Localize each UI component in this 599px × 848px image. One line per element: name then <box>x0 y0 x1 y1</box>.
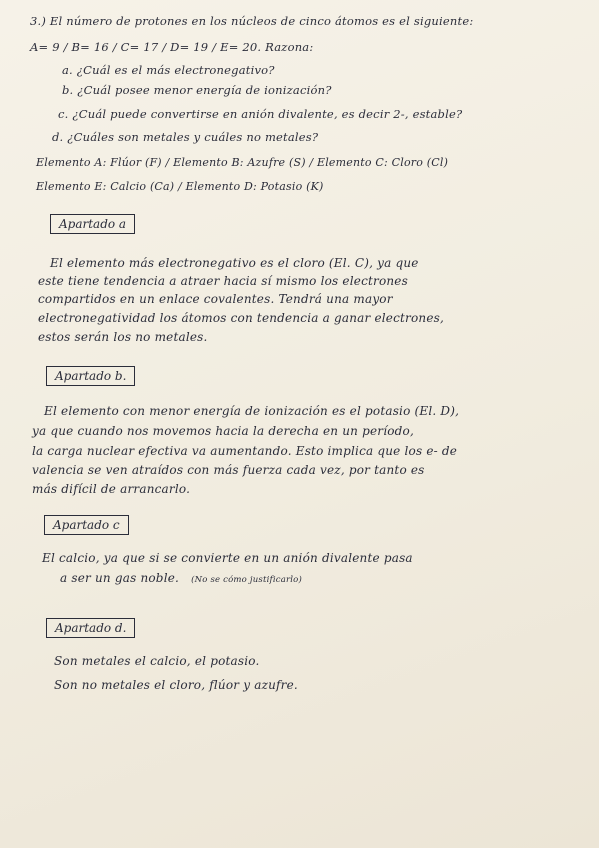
question-line: a. ¿Cuál es el más electronegativo? <box>62 63 275 77</box>
question-line: d. ¿Cuáles son metales y cuáles no metales? <box>52 130 319 144</box>
answer-line: compartidos en un enlace covalentes. Tendrá una mayor <box>38 292 393 306</box>
section-heading: Apartado c <box>44 515 129 535</box>
question-line: 3.) El número de protones en los núcleos de cinco átomos es el siguiente: <box>30 14 474 28</box>
elements-line: Elemento A: Flúor (F) / Elemento B: Azufre (S) / Elemento C: Cloro (Cl) <box>36 156 449 169</box>
answer-line: El elemento más electronegativo es el cloro (El. C), ya que <box>50 256 419 270</box>
section-heading: Apartado b. <box>46 366 135 386</box>
answer-line: Son no metales el cloro, flúor y azufre. <box>54 678 298 692</box>
answer-line: valencia se ven atraídos con más fuerza cada vez, por tanto es <box>32 463 425 477</box>
answer-line: este tiene tendencia a atraer hacia sí mismo los electrones <box>38 274 408 288</box>
margin-note: (No se cómo justificarlo) <box>191 575 303 585</box>
question-line: b. ¿Cuál posee menor energía de ionización? <box>62 83 332 97</box>
section-heading: Apartado a <box>50 214 135 234</box>
answer-line: más difícil de arrancarlo. <box>32 482 191 496</box>
answer-line: El calcio, ya que si se convierte en un anión divalente pasa <box>42 551 413 565</box>
elements-line: Elemento E: Calcio (Ca) / Elemento D: Potasio (K) <box>36 180 324 193</box>
answer-line <box>60 571 302 585</box>
question-line: A= 9 / B= 16 / C= 17 / D= 19 / E= 20. Razona: <box>30 40 314 54</box>
section-heading: Apartado d. <box>46 618 135 638</box>
question-line: c. ¿Cuál puede convertirse en anión divalente, es decir 2-, estable? <box>58 107 463 121</box>
answer-line: la carga nuclear efectiva va aumentando. Esto implica que los e- de <box>32 444 458 458</box>
answer-text: a ser un gas noble. <box>60 571 180 585</box>
answer-line: estos serán los no metales. <box>38 330 208 344</box>
answer-line: El elemento con menor energía de ionización es el potasio (El. D), <box>44 404 460 418</box>
answer-line: Son metales el calcio, el potasio. <box>54 654 260 668</box>
answer-line: electronegatividad los átomos con tendencia a ganar electrones, <box>38 311 444 325</box>
answer-line: ya que cuando nos movemos hacia la derecha en un período, <box>32 424 414 438</box>
